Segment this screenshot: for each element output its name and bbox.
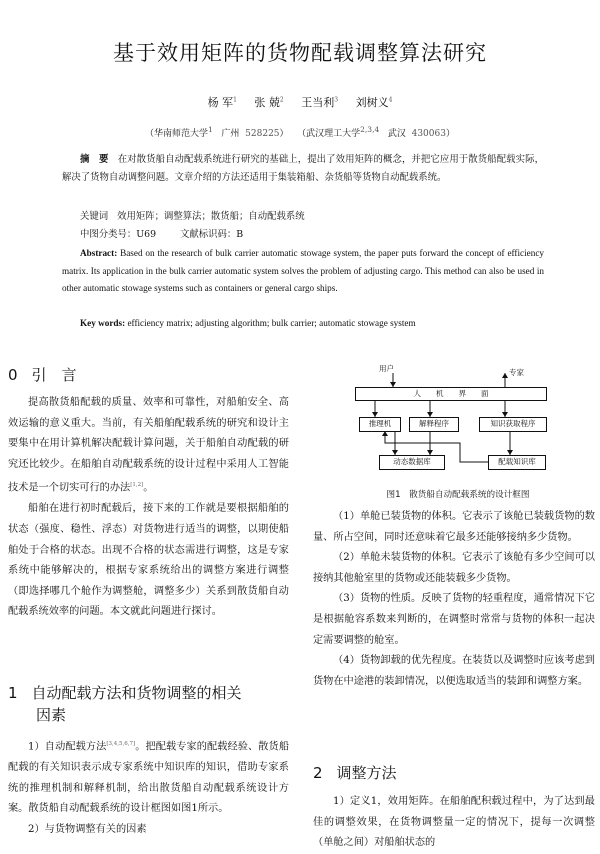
intro-paragraph-1: [8, 393, 289, 499]
factor-paragraph: （1）单舱已装货物的体积。它表示了该舱已装载货物的数量、所占空间，同时还意味着它最多还能够接纳多少货物。: [313, 511, 595, 543]
postal-code: 528225: [245, 129, 280, 139]
section-number: 0: [8, 366, 18, 384]
affiliation-name: （武汉理工大学: [297, 129, 361, 139]
diagram-inference-box: 推理机: [359, 417, 401, 432]
diagram-interface-box: 人 机 界 面: [355, 387, 547, 401]
author-name: 王当利: [301, 96, 335, 109]
citation: [1,2]: [130, 482, 144, 489]
factor-paragraph: （2）单舱未装货物的体积。它表示了该舱有多少空间可以接纳其他舱室里的货物或还能装载多少货物。: [313, 552, 595, 584]
system-block-diagram: [355, 363, 565, 480]
affiliation-line: [0, 125, 600, 139]
author-sup: 1: [233, 96, 237, 104]
abstract-cn-text: 在对散货船自动配载系统进行研究的基础上，提出了效用矩阵的概念，并把它应用于散货船配载实际，解决了货物自动调整问题。文章介绍的方法还适用于集装箱船、杂货船等货物自动配载系统。: [62, 154, 544, 183]
diagram-user-label: 用户: [379, 364, 394, 373]
keywords-en-text: efficiency matrix; adjusting algorithm; bulk carrier; automatic stowage system: [127, 318, 416, 328]
factors-list: [313, 507, 595, 692]
diagram-expert-label: 专家: [509, 368, 524, 377]
diagram-explain-box: 解释程序: [409, 417, 459, 432]
paper-title: 基于效用矩阵的货物配载调整算法研究: [113, 41, 487, 65]
diagram-kb-box: 配载知识库: [488, 455, 546, 470]
doc-code-value: B: [236, 229, 244, 240]
citation: [3,4,5,6,7]: [106, 741, 136, 747]
intro-body: [8, 393, 289, 623]
section-1-body: [8, 734, 289, 840]
abstract-en: [62, 245, 544, 298]
section-title-cont: 因素: [36, 706, 67, 724]
paragraph-text: 1）自动配载方法: [28, 741, 107, 753]
factor-paragraph: （4）货物卸载的优先程度。在装货以及调整时应该考虑到货物在中途港的装卸情况，以便选取适当的装卸和调整方案。: [313, 655, 595, 687]
author-name: 杨 军: [207, 96, 234, 109]
affiliation-city: 武汉: [387, 129, 406, 139]
paren-close: ）: [445, 129, 455, 139]
paragraph-text: 提高散货船配载的质量、效率和可靠性，对船舶安全、高效运输的意义重大。当前，有关船舶配载系统的研究和设计主要集中在用计算机解决配载计算问题，关于船舶自动配载的研究还比较少。在船舶自动配载系统的设计过程中采用人工智能技术是一个切实可行的办法: [8, 397, 289, 494]
s1-paragraph-1: [8, 734, 289, 820]
classification-line: [80, 226, 243, 240]
figure-caption: 图1 散货船自动配载系统的设计框图: [386, 490, 530, 500]
diagram-dynamic-db-box: 动态数据库: [379, 455, 445, 470]
section-title: 调整方法: [336, 764, 397, 782]
author-line: [0, 94, 600, 110]
paren-close: ）: [279, 129, 289, 139]
s2-paragraph-1: 1）定义1，效用矩阵。在船舶配积载过程中，为了达到最佳的调整效果，在货物调整量一定的情况下，提每一次调整（单舱之间）对船舶状态的: [313, 796, 595, 849]
keywords-en: [80, 318, 416, 328]
postal-code: 430063: [411, 129, 446, 139]
paragraph-text: 。把配载专家的配载经验、散货船配载的有关知识表示成专家系统中知识库的知识，借助专家系统的推理机制和解释机制，给出散货船自动配载系统设计方案。散货船自动配载系统的设计框图如图1所示。: [8, 741, 290, 815]
abstract-en-label: Abstract:: [80, 248, 118, 258]
author-sup: 3: [334, 96, 339, 104]
abstract-cn-label: 摘 要: [80, 154, 109, 165]
abstract-cn: [62, 151, 544, 187]
keywords-cn: [80, 208, 305, 222]
section-heading-2: [313, 762, 397, 783]
intro-paragraph-2: 船舶在进行初时配载后，接下来的工作就是要根据船舶的状态（强度、稳性、浮态）对货物进行适当的调整，以期使船舶处于合格的状态。出现不合格的状态需进行调整，这是专家系统中能够解决的，根据专家系统给出的调整方案进行调整（即选择哪几个舱作为调整舱，调整多少）关系到散货船自动配载系统效率的问题。本文就此问题进行探讨。: [8, 503, 289, 618]
keywords-en-label: Key words:: [80, 318, 126, 328]
affiliation-sup: 2,3,4: [360, 125, 380, 134]
section-title: 引 言: [31, 366, 77, 384]
author-sup: 2: [279, 96, 284, 104]
s1-paragraph-2: 2）与货物调整有关的因素: [28, 823, 147, 835]
doc-code-label: 文献标识码：: [179, 229, 237, 240]
section-2-body: [313, 792, 595, 854]
clc-label: 中图分类号：: [80, 229, 137, 240]
section-heading-1: [8, 682, 293, 726]
clc-value: U69: [136, 229, 157, 240]
section-title: 自动配载方法和货物调整的相关: [31, 684, 242, 702]
section-number: 1: [8, 684, 18, 702]
author-name: 刘树义: [355, 96, 389, 109]
affiliation-sup: 1: [208, 125, 213, 134]
keywords-cn-text: 效用矩阵；调整算法；散货船；自动配载系统: [117, 211, 305, 222]
keywords-cn-label: 关键词: [80, 211, 109, 222]
affiliation-city: 广州: [221, 129, 240, 139]
author-sup: 4: [388, 96, 393, 104]
diagram-knowledge-acq-box: 知识获取程序: [479, 417, 547, 432]
abstract-en-text: Based on the research of bulk carrier automatic stowage system, the paper puts forward the concept of efficiency matrix. Its application in the bulk carrier automatic system solves the problem of adjusting cargo. This method can also be used in other automatic stowage systems such as containers or general cargo ships.: [62, 248, 544, 294]
section-heading-introduction: [8, 364, 77, 385]
paragraph-end: 。: [143, 482, 154, 494]
author-name: 张 兢: [254, 96, 280, 109]
factor-paragraph: （3）货物的性质。反映了货物的轻重程度，通常情况下它是根据舱容系数来判断的，在调整时常常与货物的体积一起决定需要调整的舱室。: [313, 593, 595, 646]
affiliation-name: （华南师范大学: [145, 129, 209, 139]
section-number: 2: [313, 764, 323, 782]
